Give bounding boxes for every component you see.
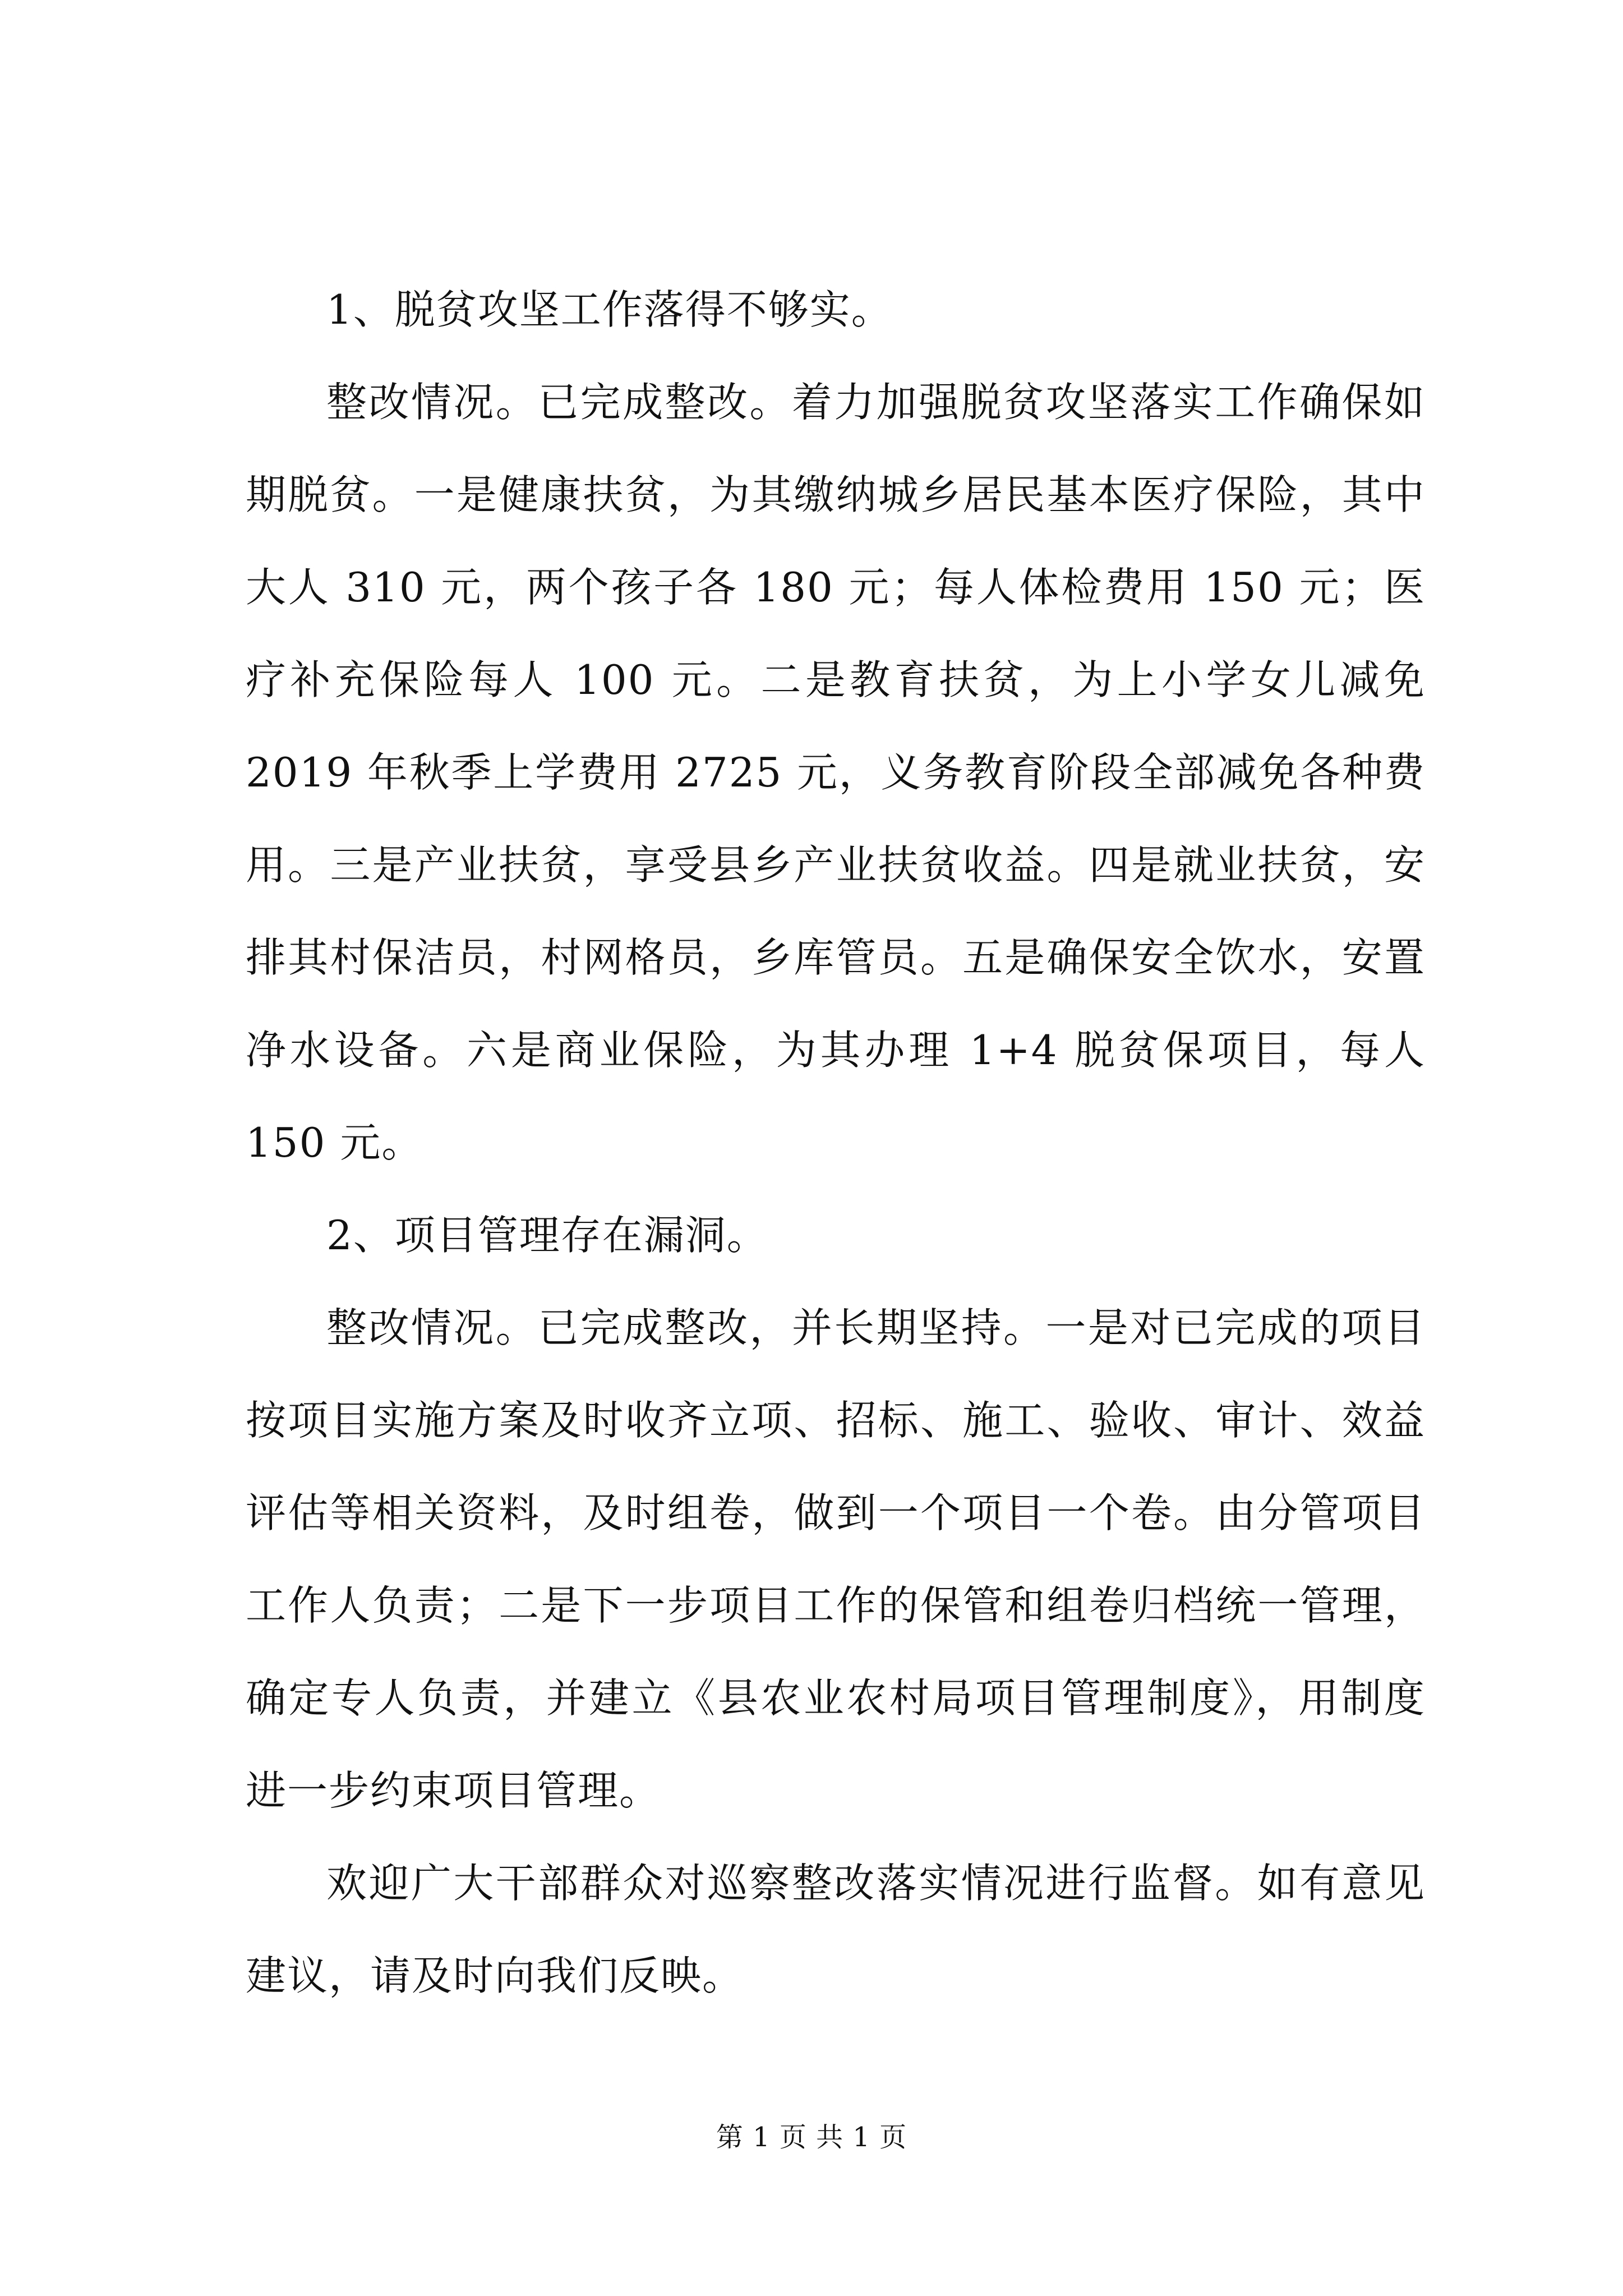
paragraph-closing: 欢迎广大干部群众对巡察整改落实情况进行监督。如有意见建议，请及时向我们反映。 bbox=[246, 1860, 1426, 1999]
paragraph-item-2-heading: 2、项目管理存在漏洞。 bbox=[326, 1212, 768, 1259]
page-footer: 第 1 页 共 1 页 bbox=[716, 2122, 907, 2153]
paragraph-rectification-2: 整改情况。已完成整改，并长期坚持。一是对已完成的项目按项目实施方案及时收齐立项、招标、施工、验收、审计、效益评估等相关资料，及时组卷，做到一个项目一个卷。由分管项目工作人负责；二是下一步项目工作的保管和组卷归档统一管理，确定专人负责，并建立《县农业农村局项目管理制度》，用制度进一步约束项目管理。 bbox=[246, 1304, 1426, 1814]
paragraph-rectification-1: 整改情况。已完成整改。着力加强脱贫攻坚落实工作确保如期脱贫。一是健康扶贫，为其缴纳城乡居民基本医疗保险，其中大人 310 元，两个孩子各 180 元；每人体检费用 150 元；医疗补充保险每人 100 元。二是教育扶贫，为上小学女儿减免 2019 年秋季上学费用 2725 元，义务教育阶段全部减免各种费用。三是产业扶贫，享受县乡产业扶贫收益。四是就业扶贫，安排其村保洁员，村网格员，乡库管员。五是确保安全饮水，安置净水设备。六是商业保险，为其办理 1+4 脱贫保项目，每人 150 元。 bbox=[246, 379, 1426, 1166]
paragraph-item-1-heading: 1、脱贫攻坚工作落得不够实。 bbox=[326, 286, 893, 333]
document-body bbox=[246, 264, 1426, 2022]
